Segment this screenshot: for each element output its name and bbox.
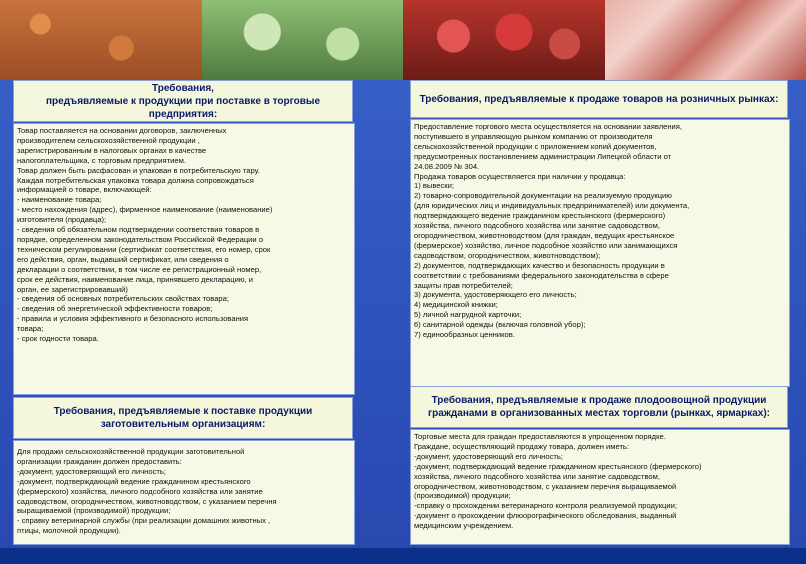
text-line: (фермерского) хозяйства, личного подсобного хозяйства или занятие bbox=[17, 486, 263, 496]
text-line: Каждая потребительская упаковка товара должна сопровождаться bbox=[17, 175, 254, 185]
text-line: Торговые места для граждан предоставляются в упрощенном порядке. bbox=[414, 432, 666, 441]
text-line: орган, ее зарегистрировавший) bbox=[17, 284, 128, 294]
text-line: 3) документа, удостоверяющего его личность; bbox=[414, 290, 577, 300]
text-line: декларации о соответствии, в том числе ее регистрационный номер, bbox=[17, 264, 262, 274]
text-line: Граждане, осуществляющий продажу товара, должен иметь: bbox=[414, 441, 629, 451]
text-line: -документ, удостоверяющий его личность; bbox=[414, 451, 563, 461]
text-line: информацией о товаре, включающей: bbox=[17, 185, 152, 195]
header-photo-strip bbox=[0, 0, 806, 80]
text-line: -документ, подтверждающий ведение гражданином крестьянского bbox=[17, 476, 251, 486]
text-line: порядке, определенном законодательством Российской Федерации о bbox=[17, 234, 263, 244]
potatoes-photo bbox=[0, 0, 202, 80]
text-line: птицы, молочной продукции). bbox=[17, 526, 121, 536]
text-line: налогоплательщика, с торговым предприятием. bbox=[17, 155, 186, 165]
text-line: - наименование товара; bbox=[17, 195, 102, 205]
right-section1-text bbox=[411, 120, 789, 342]
left-section1-text bbox=[14, 124, 354, 346]
text-line: Товар должен быть расфасован и упакован в потребительскую тару. bbox=[17, 165, 260, 175]
right-section2-title: Требования, предъявляемые к продаже плодоовощной продукции гражданами в организованных местах торговли (рынках, ярмарках): bbox=[410, 386, 788, 428]
text-line: 2) товарно-сопроводительной документации на реализуемую продукцию bbox=[414, 191, 672, 201]
text-line: изготовителя (продавца); bbox=[17, 215, 107, 225]
text-line: соответствии с требованиями федерального законодательства в сфере bbox=[414, 270, 669, 280]
text-line: - сведения об энергетической эффективности товаров; bbox=[17, 304, 213, 314]
text-line: огородничеством, животноводством (для граждан, ведущих крестьянское bbox=[414, 230, 675, 240]
cabbage-photo bbox=[202, 0, 404, 80]
text-line: (фермерское) хозяйство, личное подсобное хозяйство или занимающихся bbox=[414, 240, 678, 250]
text-line: -справку о прохождении ветеринарного контроля реализуемой продукции; bbox=[414, 501, 677, 511]
text-line: медицинским учреждением. bbox=[414, 521, 514, 531]
left-section1-title: Требования, предъявляемые к продукции при поставке в торговые предприятия: bbox=[13, 80, 353, 122]
text-line: 24.08.2009 № 304. bbox=[414, 161, 480, 171]
text-line: садоводством, огородничеством, животноводством); bbox=[414, 250, 601, 260]
text-line: 4) медицинской книжки; bbox=[414, 300, 498, 310]
left-section2-text bbox=[14, 441, 354, 538]
text-line: - правила и условия эффективного и безопасного использования bbox=[17, 314, 249, 324]
meat-photo bbox=[605, 0, 806, 80]
text-line: Продажа товаров осуществляется при наличии у продавца: bbox=[414, 171, 626, 181]
text-line: подтверждающего ведение гражданином крестьянского (фермерского) bbox=[414, 211, 666, 221]
text-line: защиты прав потребителей; bbox=[414, 280, 513, 290]
text-line: - сведения об основных потребительских свойствах товара; bbox=[17, 294, 229, 304]
text-line: - место нахождения (адрес), фирменное наименование (наименование) bbox=[17, 205, 273, 215]
text-line: - сведения об обязательном подтверждении соответствия товаров в bbox=[17, 225, 260, 235]
text-line: выращиваемой (производимой) продукции; bbox=[17, 506, 171, 516]
right-section2-body bbox=[410, 429, 790, 545]
text-line: предусмотренных постановлением администрации Липецкой области от bbox=[414, 151, 672, 161]
text-line: (для юридических лиц и индивидуальных предпринимателей) или документа, bbox=[414, 201, 690, 211]
text-line: садоводством, огородничеством, животноводством, с указанием перечня bbox=[17, 496, 277, 506]
text-line: 1) вывески; bbox=[414, 181, 454, 191]
text-line: - срок годности товара. bbox=[17, 334, 99, 344]
text-line: сельскохозяйственной продукции с приложением копий документов, bbox=[414, 141, 657, 151]
text-line: поступившего в управляющую рынком компанию от производителя bbox=[414, 131, 653, 141]
text-line: (производимой) продукции; bbox=[414, 491, 511, 501]
text-line: -документ о прохождении флюорографического обследования, выданный bbox=[414, 511, 677, 521]
text-line: Предоставление торгового места осуществляется на основании заявления, bbox=[414, 122, 683, 131]
text-line: организации гражданин должен предоставить: bbox=[17, 456, 182, 466]
text-line: -документ, подтверждающий ведение гражданином крестьянского (фермерского) bbox=[414, 461, 702, 471]
text-line: товара; bbox=[17, 324, 44, 334]
text-line: 7) единообразных ценников. bbox=[414, 330, 515, 340]
text-line: 6) санитарной одежды (включая головной убор); bbox=[414, 320, 586, 330]
apples-photo bbox=[403, 0, 605, 80]
left-section2-title: Требования, предъявляемые к поставке продукции заготовительным организациям: bbox=[13, 397, 353, 439]
text-line: -документ, удостоверяющий его личность; bbox=[17, 466, 166, 476]
bottom-bar bbox=[0, 548, 806, 564]
text-line: - справку ветеринарной службы (при реализации домашних животных , bbox=[17, 516, 271, 526]
text-line: хозяйства, личного подсобного хозяйства или занятие садоводством, bbox=[414, 221, 660, 231]
right-section1-body bbox=[410, 119, 790, 387]
right-section1-title: Требования, предъявляемые к продаже товаров на розничных рынках: bbox=[410, 80, 788, 118]
text-line: производителем сельскохозяйственной продукции , bbox=[17, 135, 200, 145]
text-line: Товар поставляется на основании договоров, заключенных bbox=[17, 126, 227, 135]
text-line: техническом регулировании (сертификат соответствия, его номер, срок bbox=[17, 244, 271, 254]
text-line: хозяйства, личного подсобного хозяйства или занятие садоводством, bbox=[414, 471, 660, 481]
left-section2-body bbox=[13, 440, 355, 545]
text-line: Для продажи сельскохозяйственной продукции заготовительной bbox=[17, 447, 245, 456]
text-line: срок ее действия, наименование лица, принявшего декларацию, и bbox=[17, 274, 254, 284]
left-section1-body bbox=[13, 123, 355, 395]
text-line: 5) личной нагрудной карточки; bbox=[414, 310, 522, 320]
right-section2-text bbox=[411, 430, 789, 533]
text-line: огородничеством, животноводством, с указанием перечня выращиваемой bbox=[414, 481, 677, 491]
text-line: его действия, орган, выдавший сертификат, или сведения о bbox=[17, 254, 229, 264]
text-line: зарегистрированным в налоговых органах в качестве bbox=[17, 145, 207, 155]
text-line: 2) документов, подтверждающих качество и безопасность продукции в bbox=[414, 260, 665, 270]
